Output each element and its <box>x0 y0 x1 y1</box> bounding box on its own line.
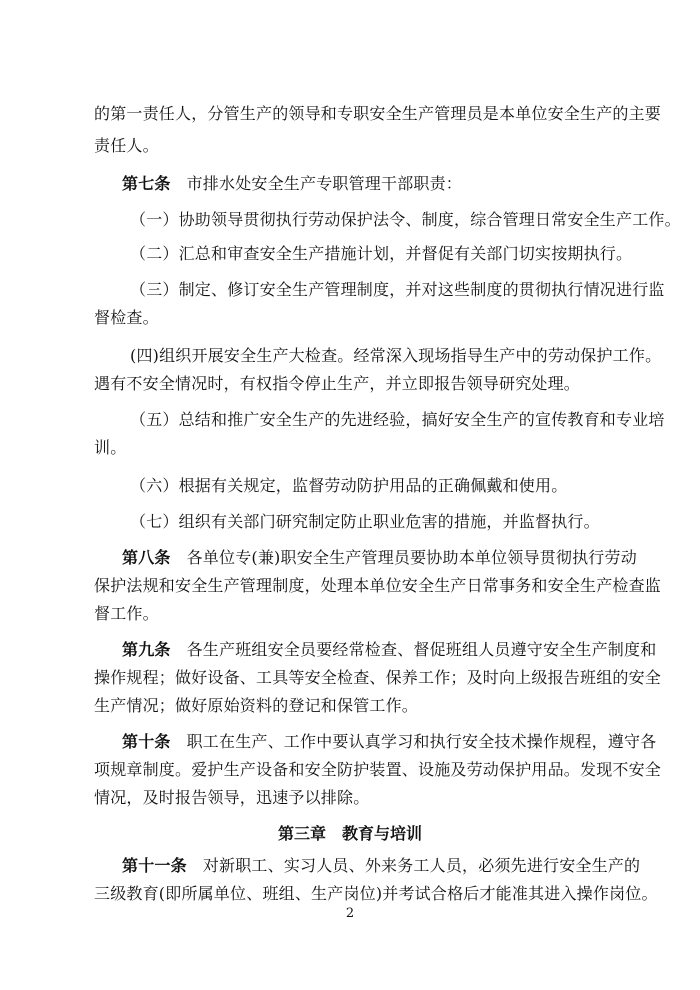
list-item: （一）协助领导贯彻执行劳动保护法令、制度，综合管理日常安全生产工作。 <box>130 210 681 229</box>
article-text: 职工在生产、工作中要认真学习和执行安全技术操作规程，遵守各 <box>186 732 657 751</box>
text-line: 的第一责任人，分管生产的领导和专职安全生产管理员是本单位安全生产的主要 <box>94 104 662 123</box>
text-line: 项规章制度。爱护生产设备和安全防护装置、设施及劳动保护用品。发现不安全 <box>94 760 662 779</box>
article-8 <box>0 548 700 568</box>
text-line: 三级教育(即所属单位、班组、生产岗位)并考试合格后才能准其进入操作岗位。 <box>94 884 658 903</box>
list-item: （七）组织有关部门研究制定防止职业危害的措施，并监督执行。 <box>130 512 600 531</box>
text-line: 情况，及时报告领导，迅速予以排除。 <box>94 788 370 807</box>
text-line: 训。 <box>94 438 127 457</box>
text-line: 督工作。 <box>94 604 159 623</box>
page-number: 2 <box>345 906 355 921</box>
list-item: (四)组织开展安全生产大检查。经常深入现场指导生产中的劳动保护工作。 <box>130 346 662 365</box>
article-9 <box>0 640 700 660</box>
list-item: （六）根据有关规定，监督劳动防护用品的正确佩戴和使用。 <box>130 476 568 495</box>
article-label: 第八条 <box>122 548 171 567</box>
list-item: （五）总结和推广安全生产的先进经验，搞好安全生产的宣传教育和专业培 <box>130 410 665 429</box>
list-item: （三）制定、修订安全生产管理制度，并对这些制度的贯彻执行情况进行监 <box>130 280 665 299</box>
text-line: 生产情况；做好原始资料的登记和保管工作。 <box>94 696 419 715</box>
text-line: 保护法规和安全生产管理制度，处理本单位安全生产日常事务和安全生产检查监 <box>94 576 662 595</box>
text-line: 督检查。 <box>94 308 159 327</box>
chapter-heading: 第三章 教育与培训 <box>277 824 422 843</box>
article-text: 对新职工、实习人员、外来务工人员，必须先进行安全生产的 <box>202 856 641 875</box>
text-line: 责任人。 <box>94 136 159 155</box>
article-10 <box>0 732 700 752</box>
article-label: 第九条 <box>122 640 171 659</box>
article-11 <box>0 856 700 876</box>
text-line: 操作规程；做好设备、工具等安全检查、保养工作；及时向上级报告班组的安全 <box>94 668 662 687</box>
article-label: 第七条 <box>122 174 171 193</box>
article-label: 第十条 <box>122 732 171 751</box>
article-text: 各生产班组安全员要经常检查、督促班组人员遵守安全生产制度和 <box>186 640 657 659</box>
article-text: 市排水处安全生产专职管理干部职责： <box>186 174 463 193</box>
list-item: （二）汇总和审查安全生产措施计划，并督促有关部门切实按期执行。 <box>130 244 633 263</box>
text-line: 遇有不安全情况时，有权指令停止生产，并立即报告领导研究处理。 <box>94 374 581 393</box>
article-label: 第十一条 <box>122 856 187 875</box>
article-7 <box>0 174 700 194</box>
article-text: 各单位专(兼)职安全生产管理员要协助本单位领导贯彻执行劳动 <box>186 548 637 567</box>
